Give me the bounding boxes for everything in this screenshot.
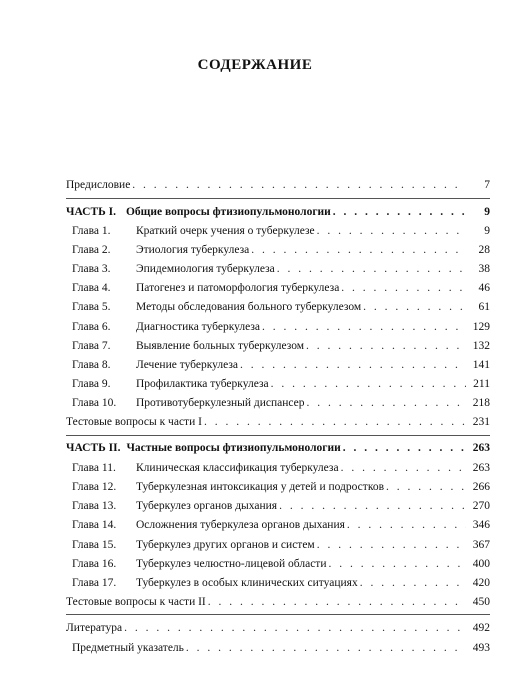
entry-page: 211 — [473, 378, 490, 390]
entry-page: 9 — [484, 225, 490, 237]
toc-entry-chapter-7 — [72, 339, 490, 353]
entry-title: Методы обследования больного туберкулезом — [136, 301, 362, 313]
toc-entry-chapter-5 — [72, 300, 490, 314]
toc-entry-chapter-11 — [72, 461, 490, 475]
part-number: ЧАСТЬ I. — [66, 206, 116, 218]
entry-page: 129 — [472, 321, 490, 333]
page-title: СОДЕРЖАНИЕ — [197, 57, 313, 73]
entry-page: 61 — [478, 301, 490, 313]
entry-page: 492 — [472, 622, 490, 634]
dot-leader — [347, 518, 466, 532]
dot-leader — [341, 281, 466, 295]
entry-page: 231 — [472, 416, 490, 428]
toc-entry-chapter-14 — [72, 518, 490, 532]
dot-leader — [186, 641, 466, 655]
entry-title: Этиология туберкулеза — [136, 244, 250, 256]
toc-entry-chapter-17 — [72, 576, 490, 590]
chapter-number: Глава 5. — [72, 301, 111, 313]
entry-title: Туберкулез челюстно-лицевой области — [136, 558, 327, 570]
entry-title: Туберкулез других органов и систем — [136, 539, 315, 551]
entry-title: Туберкулез органов дыхания — [136, 500, 278, 512]
toc-entry-part-1 — [66, 205, 490, 219]
toc-entry-chapter-3 — [72, 262, 490, 276]
chapter-number: Глава 11. — [72, 462, 116, 474]
entry-page: 346 — [472, 519, 490, 531]
entry-page: 270 — [472, 500, 490, 512]
entry-page: 263 — [472, 442, 490, 454]
chapter-number: Глава 17. — [72, 577, 117, 589]
entry-page: 266 — [472, 481, 490, 493]
entry-title: Патогенез и патоморфология туберкулеза — [136, 282, 340, 294]
entry-title: Туберкулезная интоксикация у детей и подростков — [136, 481, 384, 493]
entry-title: Эпидемиология туберкулеза — [136, 263, 275, 275]
chapter-number: Глава 7. — [72, 340, 111, 352]
dot-leader — [341, 461, 466, 475]
chapter-number: Глава 12. — [72, 481, 117, 493]
chapter-number: Глава 1. — [72, 225, 111, 237]
entry-page: 400 — [472, 558, 490, 570]
toc-entry-chapter-16 — [72, 557, 490, 571]
divider — [66, 198, 490, 199]
entry-title: Тестовые вопросы к части II — [66, 596, 206, 608]
entry-title: Лечение туберкулеза — [136, 359, 239, 371]
dot-leader — [262, 320, 466, 334]
dot-leader — [277, 262, 466, 276]
toc-entry-chapter-9 — [72, 377, 490, 391]
entry-title: Предметный указатель — [72, 642, 184, 654]
dot-leader — [386, 480, 466, 494]
entry-title: Осложнения туберкулеза органов дыхания — [136, 519, 345, 531]
dot-leader — [360, 576, 466, 590]
part-number: ЧАСТЬ II. — [66, 442, 121, 454]
chapter-number: Глава 3. — [72, 263, 111, 275]
entry-title: Клиническая классификация туберкулеза — [136, 462, 339, 474]
toc-entry-chapter-15 — [72, 538, 490, 552]
entry-page: 218 — [472, 397, 490, 409]
entry-title: Литература — [66, 622, 123, 634]
entry-page: 46 — [478, 282, 490, 294]
dot-leader — [317, 538, 466, 552]
chapter-number: Глава 9. — [72, 378, 111, 390]
entry-page: 28 — [478, 244, 490, 256]
chapter-number: Глава 15. — [72, 539, 117, 551]
dot-leader — [328, 557, 466, 571]
dot-leader — [251, 243, 466, 257]
toc-entry-chapter-13 — [72, 499, 490, 513]
toc-entry-chapter-10 — [72, 396, 490, 410]
entry-title: Профилактика туберкулеза — [136, 378, 269, 390]
dot-leader — [204, 415, 466, 429]
dot-leader — [240, 358, 466, 372]
toc-entry-chapter-4 — [72, 281, 490, 295]
dot-leader — [363, 300, 466, 314]
dot-leader — [279, 499, 466, 513]
toc-entry-test-part-1 — [66, 415, 490, 429]
chapter-number: Глава 14. — [72, 519, 117, 531]
entry-title: Выявление больных туберкулезом — [136, 340, 304, 352]
dot-leader — [333, 205, 466, 219]
dot-leader — [343, 441, 466, 455]
entry-page: 141 — [472, 359, 490, 371]
chapter-number: Глава 6. — [72, 321, 111, 333]
entry-page: 7 — [484, 179, 490, 191]
entry-page: 367 — [472, 539, 490, 551]
entry-title: Общие вопросы фтизиопульмонологии — [125, 206, 331, 218]
toc-entry-part-2 — [66, 441, 490, 455]
dot-leader — [317, 224, 466, 238]
chapter-number: Глава 13. — [72, 500, 117, 512]
toc-entry-literature — [66, 621, 490, 635]
toc-entry-chapter-8 — [72, 358, 490, 372]
chapter-number: Глава 10. — [72, 397, 117, 409]
chapter-number: Глава 8. — [72, 359, 111, 371]
toc-entry-subject-index — [72, 641, 490, 655]
toc-entry-chapter-12 — [72, 480, 490, 494]
toc-entry-chapter-2 — [72, 243, 490, 257]
dot-leader — [124, 621, 466, 635]
toc-entry-chapter-1 — [72, 224, 490, 238]
entry-page: 493 — [472, 642, 490, 654]
divider — [66, 614, 490, 615]
entry-page: 132 — [472, 340, 490, 352]
divider — [66, 435, 490, 436]
entry-title: Туберкулез в особых клинических ситуациях — [136, 577, 358, 589]
entry-title: Тестовые вопросы к части I — [66, 416, 202, 428]
toc-entry-preface — [66, 178, 490, 192]
entry-page: 38 — [478, 263, 490, 275]
dot-leader — [132, 178, 466, 192]
entry-title: Краткий очерк учения о туберкулезе — [136, 225, 315, 237]
chapter-number: Глава 2. — [72, 244, 111, 256]
entry-page: 420 — [472, 577, 490, 589]
dot-leader — [307, 396, 466, 410]
dot-leader — [208, 595, 466, 609]
entry-page: 263 — [472, 462, 490, 474]
entry-title: Диагностика туберкулеза — [136, 321, 261, 333]
chapter-number: Глава 4. — [72, 282, 111, 294]
entry-title: Частные вопросы фтизиопульмонологии — [126, 442, 341, 454]
entry-title: Предисловие — [66, 179, 131, 191]
entry-page: 9 — [484, 206, 490, 218]
entry-page: 450 — [472, 596, 490, 608]
toc-entry-test-part-2 — [66, 595, 490, 609]
toc-entry-chapter-6 — [72, 320, 490, 334]
dot-leader — [306, 339, 466, 353]
chapter-number: Глава 16. — [72, 558, 117, 570]
dot-leader — [271, 377, 466, 391]
entry-title: Противотуберкулезный диспансер — [136, 397, 305, 409]
